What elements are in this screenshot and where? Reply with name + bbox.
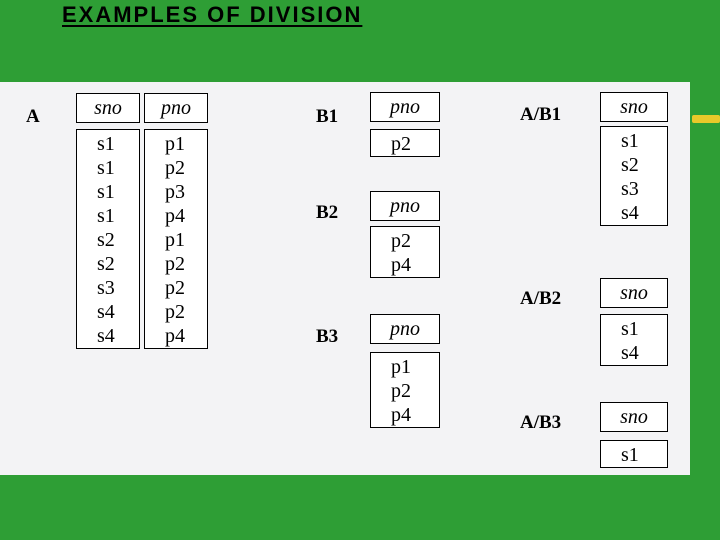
- table-a-sno-cell: s4: [97, 301, 115, 323]
- result-a-b1-values: [600, 126, 668, 226]
- table-a-pno-cell: p2: [165, 157, 185, 179]
- table-a-pno-cell: p4: [165, 325, 185, 347]
- result-sno-cell: s1: [621, 318, 639, 340]
- table-a-pno-cell: p1: [165, 229, 185, 251]
- table-a-sno-cell: s3: [97, 277, 115, 299]
- table-b3-values: [370, 352, 440, 428]
- result-a-b2-header: sno: [600, 278, 668, 308]
- table-a-pno-cell: p4: [165, 205, 185, 227]
- result-a-b3-header: sno: [600, 402, 668, 432]
- table-a-pno-column: [144, 129, 208, 349]
- result-sno-cell: s1: [621, 444, 639, 466]
- table-a-label: A: [26, 106, 40, 127]
- table-a-header-pno: pno: [144, 93, 208, 123]
- slide-body: [0, 82, 690, 475]
- table-a-sno-column: [76, 129, 140, 349]
- result-a-b2-label: A/B2: [520, 288, 562, 309]
- table-b-pno-cell: p4: [391, 254, 411, 276]
- table-a-sno-cell: s1: [97, 133, 115, 155]
- table-b1-label: B1: [316, 106, 339, 127]
- table-a-sno-cell: s2: [97, 253, 115, 275]
- table-a-pno-cell: p2: [165, 301, 185, 323]
- result-a-b1-label: A/B1: [520, 104, 562, 125]
- result-sno-cell: s2: [621, 154, 639, 176]
- result-sno-cell: s4: [621, 202, 639, 224]
- table-b-pno-cell: p2: [391, 230, 411, 252]
- table-b-pno-cell: p2: [391, 133, 411, 155]
- table-b-pno-cell: p2: [391, 380, 411, 402]
- table-b1-header: pno: [370, 92, 440, 122]
- result-sno-cell: s4: [621, 342, 639, 364]
- result-sno-cell: s1: [621, 130, 639, 152]
- table-b2-header: pno: [370, 191, 440, 221]
- table-a-pno-cell: p2: [165, 277, 185, 299]
- table-a-pno-cell: p2: [165, 253, 185, 275]
- table-b3-header: pno: [370, 314, 440, 344]
- table-b1-values: [370, 129, 440, 157]
- table-a-sno-cell: s1: [97, 181, 115, 203]
- table-a-sno-cell: s1: [97, 205, 115, 227]
- table-b2-label: B2: [316, 202, 339, 223]
- table-b2-values: [370, 226, 440, 278]
- result-a-b3-values: [600, 440, 668, 468]
- table-a-sno-cell: s2: [97, 229, 115, 251]
- result-sno-cell: s3: [621, 178, 639, 200]
- table-a-pno-cell: p1: [165, 133, 185, 155]
- yellow-marker: [692, 115, 720, 123]
- table-a-sno-cell: s4: [97, 325, 115, 347]
- result-a-b2-values: [600, 314, 668, 366]
- slide-title: EXAMPLES OF DIVISION: [62, 2, 363, 27]
- result-a-b1-header: sno: [600, 92, 668, 122]
- result-a-b3-label: A/B3: [520, 412, 562, 433]
- table-a-header-sno: sno: [76, 93, 140, 123]
- table-b3-label: B3: [316, 326, 339, 347]
- table-a-pno-cell: p3: [165, 181, 185, 203]
- table-a-sno-cell: s1: [97, 157, 115, 179]
- table-b-pno-cell: p4: [391, 404, 411, 426]
- table-b-pno-cell: p1: [391, 356, 411, 378]
